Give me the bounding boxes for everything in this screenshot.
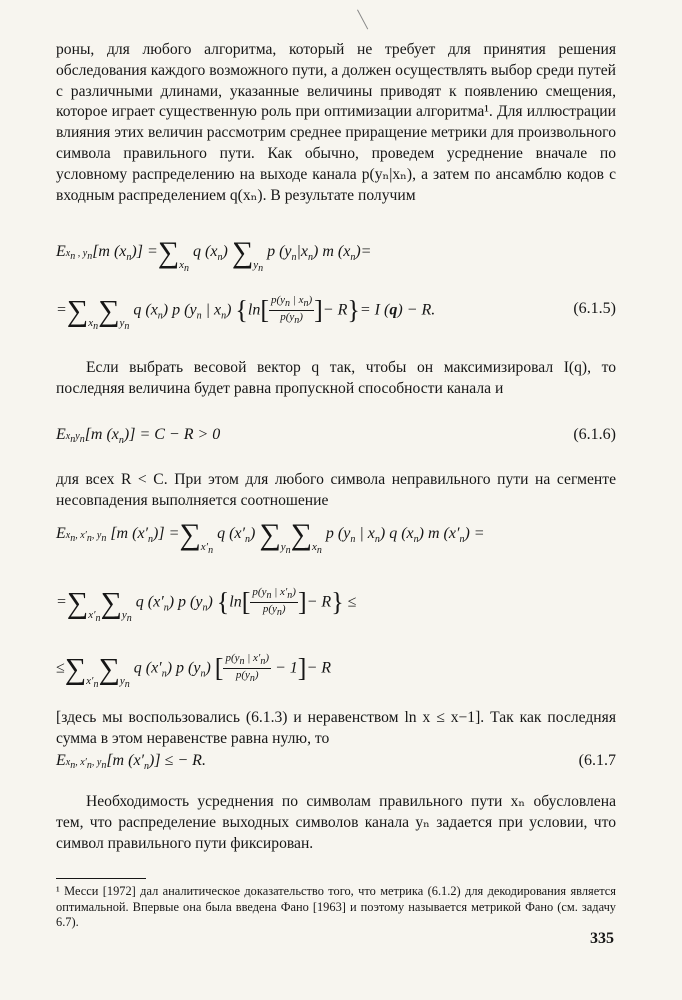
paragraph-4: [здесь мы воспользовались (6.1.3) и неравенством ln x ≤ x−1]. Так как последняя сумма в этом неравенстве равна нулю, то bbox=[56, 709, 616, 747]
equation-incorrect-line2: $=\sum_{x'_n}\sum_{y_n}$ q $(x'_n)$ p $(y_n)$ {ln[ $\frac{p(y_n | x'_n)}{p(y_n)}$ ]− R} ≤ bbox=[56, 586, 357, 625]
paragraph-5: Необходимость усреднения по символам правильного пути xₙ обусловлена тем, что распределение выходных символов канала yₙ задается при условии, что символ правильного пути фиксирован. bbox=[56, 793, 616, 852]
paragraph-3: для всех R < C. При этом для любого символа неправильного пути на сегменте несовпадения выполняется соотношение bbox=[56, 471, 616, 509]
scan-mark bbox=[357, 9, 370, 30]
equation-6-1-5: $=\sum_{x_n}\sum_{y_n}$ q $(x_n)$ p ($y_n$ | $x_n$) {ln[ $\frac{p(y_n | x_n)}{p(y_n)}$ ]− R}= I (q) − R. (6.1.5) bbox=[56, 294, 616, 333]
equation-expectation-line1: $Ex_n$ , $y_n[m$ $(x_n)] =\sum_{x_n}$ q $(x_n)$ $\sum_{y_n}$ p $(y_n|x_n)$ m $(x_n)=$ bbox=[56, 236, 372, 275]
footnote-separator bbox=[56, 878, 146, 879]
page-number: 335 bbox=[590, 930, 614, 947]
equation-incorrect-line1: $Ex_n$, $x'_n$, $y_n$ [m $(x'_n)] =\sum_{x'_n}$ q $(x'_n)$ $\sum_{y_n}\sum_{x_n}$ p ($y_n$ | $x_n$) q $(x_n)$ m $(x'_n)$ = bbox=[56, 518, 485, 557]
footnote-1: ¹ Месси [1972] дал аналитическое доказательство того, что метрика (6.1.2) для декодирования является оптимальной. Впервые она была введена Фано [1963] и поэтому называется метрикой Фано (см. задачу 6.7). bbox=[56, 884, 616, 930]
paragraph-2: Если выбрать весовой вектор q так, чтобы он максимизировал I(q), то последняя величина будет равна пропускной способности канала и bbox=[56, 359, 616, 397]
equation-number-6-1-5: (6.1.5) bbox=[573, 300, 616, 317]
equation-6-1-7: $Ex_n$, $x'_n$, $y_n[m$ $(x'_n)$] ≤ − R. (6.1.7 bbox=[56, 752, 616, 773]
equation-incorrect-line3: $\le\sum_{x'_n}\sum_{y_n}$ q $(x'_n)$ p $(y_n)$ [ $\frac{p(y_n | x'_n)}{p(y_n)}$ − 1]− R bbox=[56, 652, 332, 691]
equation-number-6-1-7: (6.1.7 bbox=[578, 752, 616, 769]
equation-number-6-1-6: (6.1.6) bbox=[573, 426, 616, 443]
equation-6-1-6: $Ex_ny_n[m$ $(x_n)] = C - R > 0$ (6.1.6) bbox=[56, 426, 616, 447]
paragraph-1: роны, для любого алгоритма, который не требует для принятия решения обследования каждого возможного пути, а должен осуществлять выбор среди путей с различными длинами, указанные величины приводят к появлению смещения, которое играет существенную роль при оптимизации алгоритма¹. Для иллюстрации влияния этих величин рассмотрим среднее приращение метрики для произвольного символа правильного пути. Как обычно, проведем усреднение вначале по условному распределению на выходе канала p(yₙ|xₙ), а затем по ансамблю кодов с входным распределением q(xₙ). В результате получим bbox=[56, 41, 616, 204]
